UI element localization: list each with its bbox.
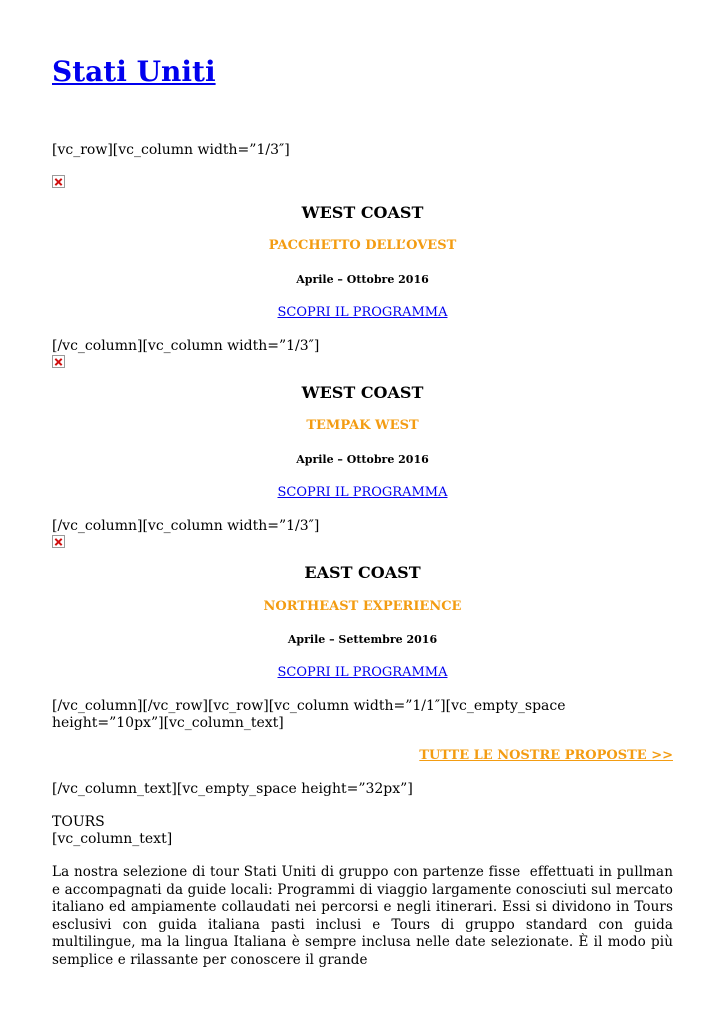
package-dates: Aprile – Ottobre 2016 [296, 273, 429, 286]
shortcode-column-break: [/vc_column][vc_column width=”1/3″] [52, 518, 320, 534]
page-title[interactable]: Stati Uniti [52, 55, 216, 88]
broken-image-icon [52, 355, 65, 368]
shortcode-text-end: [/vc_column_text][vc_empty_space height=”32px”] [52, 781, 413, 797]
package-region: WEST COAST [301, 203, 424, 222]
tours-label: TOURS [52, 814, 105, 830]
discover-program-link[interactable]: SCOPRI IL PROGRAMMA [277, 305, 448, 320]
package-dates: Aprile – Settembre 2016 [287, 633, 438, 646]
broken-image-icon [52, 175, 65, 188]
discover-program-link[interactable]: SCOPRI IL PROGRAMMA [277, 485, 448, 500]
package-region: WEST COAST [301, 383, 424, 402]
discover-program-link[interactable]: SCOPRI IL PROGRAMMA [277, 665, 448, 680]
shortcode-row-break-line1: [/vc_column][/vc_row][vc_row][vc_column width=”1/1″][vc_empty_space [52, 698, 566, 714]
tours-description: La nostra selezione di tour Stati Uniti di gruppo con partenze fisse effettuati in pullman e accompagnati da guide locali: Programmi di viaggio largamente conosciuti sul mercato italiano ed ampiamente collaudati nei percorsi e negli itinerari. Essi si dividono in Tours esclusivi con guida italiana pasti inclusi e Tours di gruppo standard con guida multilingue, ma la lingua Italiana è sempre inclusa nelle date selezionate. È il modo più semplice e rilassante per conoscere il grande [52, 864, 673, 968]
broken-image-icon [52, 535, 65, 548]
package-name: NORTHEAST EXPERIENCE [263, 599, 462, 614]
package-name: TEMPAK WEST [306, 418, 419, 433]
shortcode-column-text-start: [vc_column_text] [52, 831, 173, 847]
shortcode-row-start: [vc_row][vc_column width=”1/3″] [52, 142, 290, 158]
shortcode-row-break-line2: height=”10px”][vc_column_text] [52, 715, 284, 731]
package-dates: Aprile – Ottobre 2016 [296, 453, 429, 466]
shortcode-column-break: [/vc_column][vc_column width=”1/3″] [52, 338, 320, 354]
package-name: PACCHETTO DELL’OVEST [268, 238, 457, 253]
package-region: EAST COAST [304, 563, 421, 582]
all-proposals-link[interactable]: TUTTE LE NOSTRE PROPOSTE >> [419, 748, 673, 763]
